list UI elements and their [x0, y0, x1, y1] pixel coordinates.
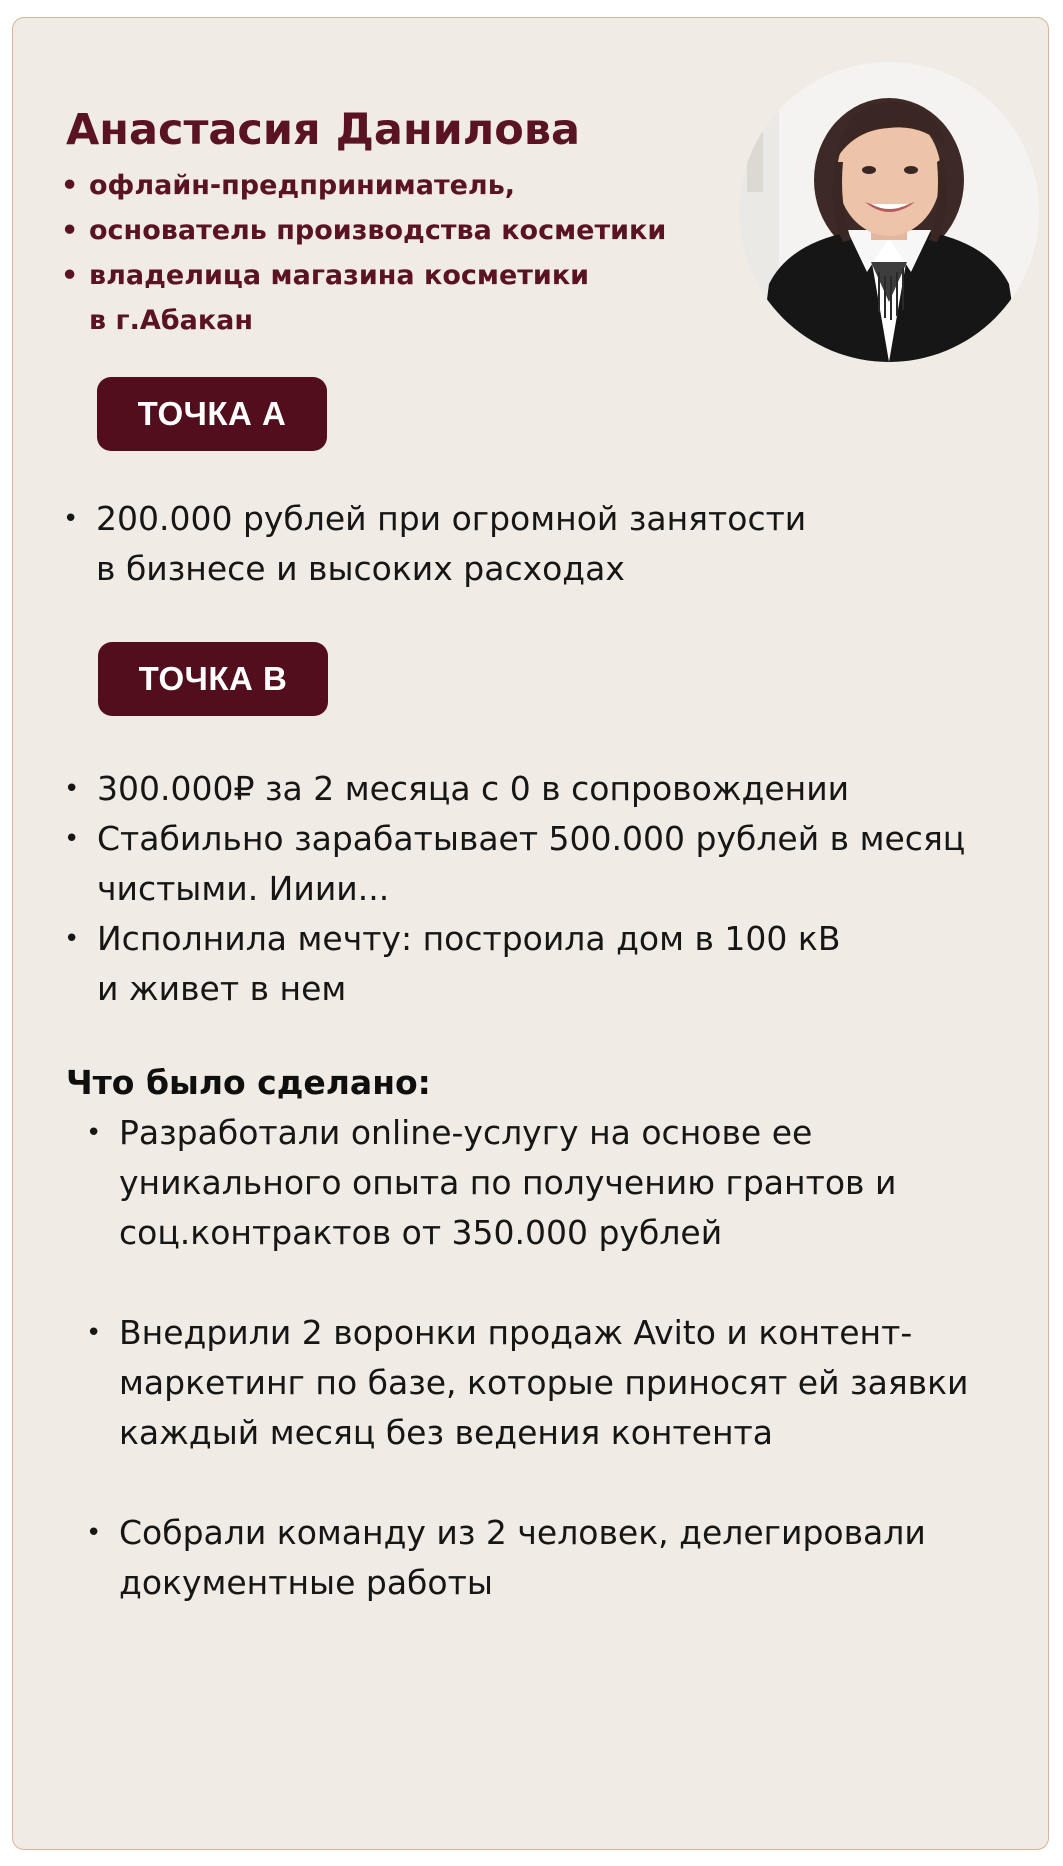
- done-item: • Внедрили 2 воронки продаж Avito и контент- маркетинг по базе, которые приносят ей заявки каждый месяц без ведения контента: [86, 1308, 1046, 1458]
- done-item: • Разработали online-услугу на основе ее уникального опыта по получению грантов и соц.контрактов от 350.000 рублей: [86, 1108, 1046, 1258]
- done-item: • Собрали команду из 2 человек, делегировали документные работы: [86, 1508, 1046, 1608]
- point-b-badge: ТОЧКА B: [98, 642, 328, 716]
- point-b-item: • Стабильно зарабатывает 500.000 рублей в месяц чистыми. Ииии...: [64, 814, 1044, 914]
- point-b-list: [64, 764, 1044, 1014]
- client-roles-list: [61, 163, 721, 343]
- point-a-list: [63, 494, 943, 594]
- client-name: Анастасия Данилова: [66, 105, 581, 155]
- done-list: [86, 1108, 1046, 1608]
- point-b-item: • 300.000₽ за 2 месяца с 0 в сопровождении: [64, 764, 1044, 814]
- role-item: • основатель производства косметики: [61, 208, 721, 253]
- point-a-item: • 200.000 рублей при огромной занятости в бизнесе и высоких расходах: [63, 494, 943, 594]
- role-item: • владелица магазина косметики в г.Абакан: [61, 253, 721, 343]
- point-b-item: • Исполнила мечту: построила дом в 100 кВ и живет в нем: [64, 914, 1044, 1014]
- done-section-title: Что было сделано:: [66, 1063, 431, 1102]
- role-item: • офлайн-предприниматель,: [61, 163, 721, 208]
- client-avatar: [739, 62, 1039, 362]
- case-card: [12, 17, 1049, 1850]
- point-a-badge: ТОЧКА А: [97, 377, 327, 451]
- portrait-photo-icon: [739, 62, 1039, 362]
